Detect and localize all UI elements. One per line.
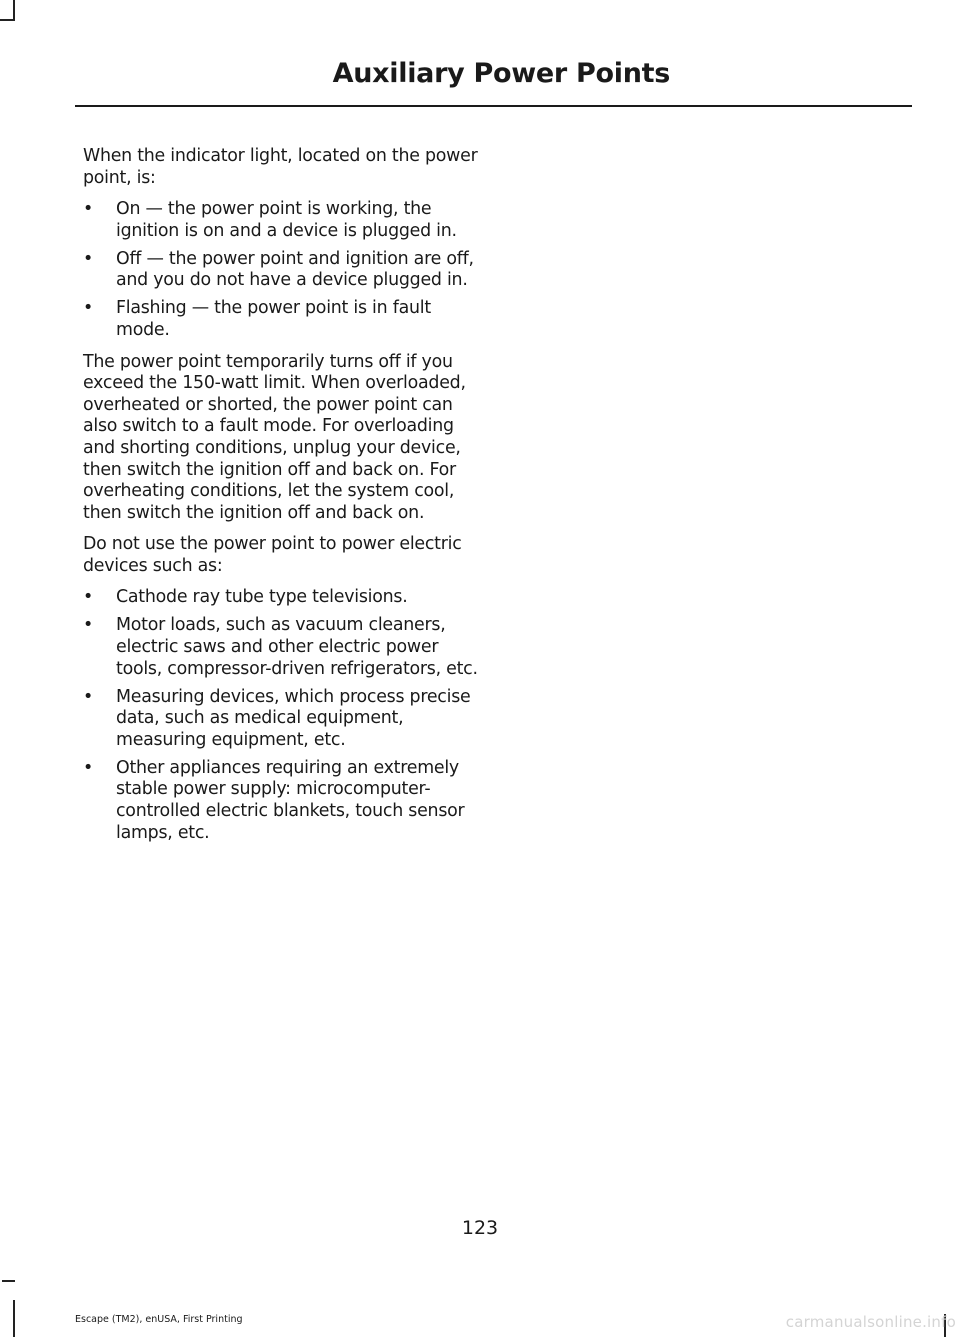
crop-mark-bottom-left-vertical [13, 1300, 15, 1337]
indicator-state-list [83, 199, 478, 341]
list-item [83, 249, 478, 292]
bullet-icon: • [83, 298, 94, 319]
bullet-icon: • [83, 587, 94, 608]
list-item-text: Cathode ray tube type televisions. [116, 587, 408, 608]
page-title: Auxiliary Power Points [332, 58, 670, 89]
list-item [83, 298, 478, 341]
list-item-text: Other appliances requiring an extremely stable power supply: microcomputer-controlled electric blankets, touch sensor lamps, etc. [116, 757, 465, 843]
list-item-text: Off — the power point and ignition are off, and you do not have a device plugged in. [116, 248, 474, 291]
bullet-icon: • [83, 248, 94, 269]
watermark-link[interactable]: carmanualsonline.info [785, 1313, 956, 1331]
header-divider [75, 105, 912, 107]
power-limit-paragraph: The power point temporarily turns off if you exceed the 150-watt limit. When overloaded, overheated or shorted, the power point can also switch to a fault mode. For overloading and shorting conditions, unplug your device, then switch the ignition off and back on. For overheating conditions, let the system cool, then switch the ignition off and back on. [83, 351, 466, 523]
list-item-text: Measuring devices, which process precise data, such as medical equipment, measuring equipment, etc. [116, 686, 471, 750]
list-item [83, 758, 478, 844]
prohibited-device-list [83, 587, 478, 844]
bullet-icon: • [83, 757, 94, 778]
bullet-icon: • [83, 199, 94, 220]
page-number: 123 [461, 1217, 499, 1239]
crop-mark-bottom-left-horizontal [0, 1280, 15, 1282]
bullet-icon: • [83, 615, 94, 636]
bullet-icon: • [83, 686, 94, 707]
crop-mark-top-left-horizontal [0, 19, 15, 21]
list-item-text: On — the power point is working, the ignition is on and a device is plugged in. [116, 199, 457, 241]
crop-mark-side-left [0, 1280, 2, 1337]
list-item [83, 615, 478, 680]
list-item [83, 687, 478, 752]
main-column [83, 146, 478, 854]
list-item [83, 199, 478, 242]
indicator-intro-paragraph: When the indicator light, located on the power point, is: [83, 146, 478, 188]
device-warning-intro: Do not use the power point to power electric devices such as: [83, 534, 462, 576]
list-item [83, 587, 478, 609]
crop-mark-top-left-vertical [13, 0, 15, 20]
edition-footer: Escape (TM2), enUSA, First Printing [75, 1314, 243, 1325]
list-item-text: Motor loads, such as vacuum cleaners, electric saws and other electric power tools, compressor-driven refrigerators, etc. [116, 615, 478, 679]
list-item-text: Flashing — the power point is in fault mode. [116, 298, 431, 340]
